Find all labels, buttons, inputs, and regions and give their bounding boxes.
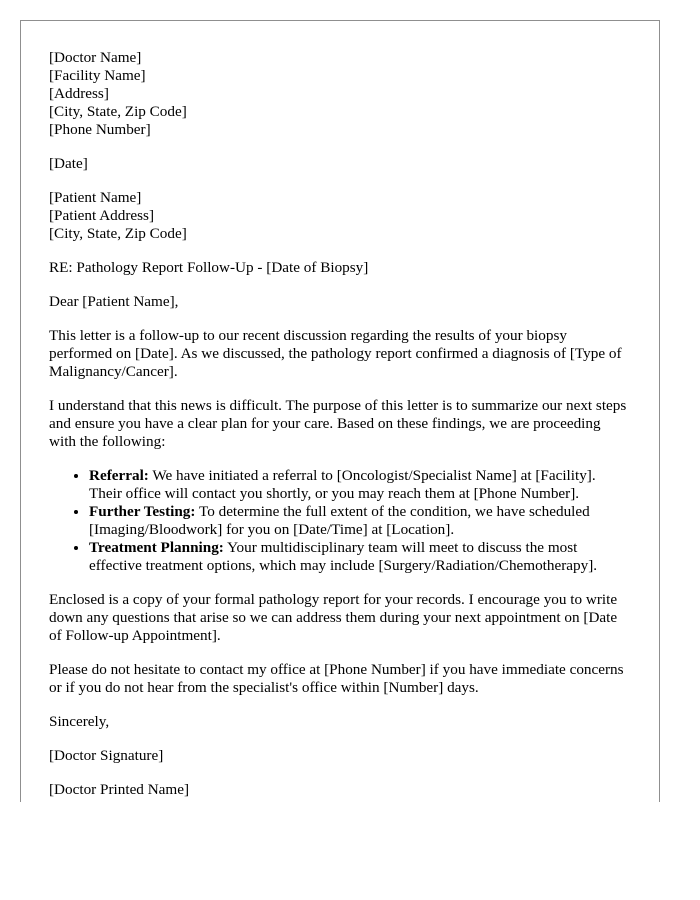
step-text: Your multidisciplinary team will meet to discuss the most effective treatment options, which may include [Surgery/Radiation/Chemotherapy]. xyxy=(89,539,598,574)
sender-address-block xyxy=(49,49,629,139)
sender-facility-name: [Facility Name] xyxy=(49,67,146,84)
doctor-signature: [Doctor Signature] xyxy=(49,747,164,764)
letter-page xyxy=(20,20,660,802)
purpose-paragraph: I understand that this news is difficult. The purpose of this letter is to summarize our next steps and ensure you have a clear plan for your care. Based on these findings, we are proceeding with the following: xyxy=(49,397,627,450)
recipient-patient-name: [Patient Name] xyxy=(49,189,142,206)
enclosed-paragraph: Enclosed is a copy of your formal pathology report for your records. I encourage you to write down any questions that arise so we can address them during your next appointment on [Date of Follow-up Appointment]. xyxy=(49,591,618,644)
closing: Sincerely, xyxy=(49,713,110,730)
intro-paragraph: This letter is a follow-up to our recent discussion regarding the results of your biopsy performed on [Date]. As we discussed, the pathology report confirmed a diagnosis of [Type of Malignancy/Cancer]. xyxy=(49,327,622,380)
doctor-printed-name: [Doctor Printed Name] xyxy=(49,781,190,798)
subject-line: RE: Pathology Report Follow-Up - [Date of Biopsy] xyxy=(49,259,369,276)
salutation: Dear [Patient Name], xyxy=(49,293,179,310)
step-label: Treatment Planning: xyxy=(89,539,224,556)
step-label: Referral: xyxy=(89,467,149,484)
recipient-address-block xyxy=(49,189,629,243)
letter-date: [Date] xyxy=(49,155,88,172)
step-label: Further Testing: xyxy=(89,503,196,520)
sender-address: [Address] xyxy=(49,85,109,102)
sender-doctor-name: [Doctor Name] xyxy=(49,49,142,66)
list-item-treatment-planning xyxy=(89,539,629,575)
step-text: We have initiated a referral to [Oncologist/Specialist Name] at [Facility]. Their office will contact you shortly, or you may reach them at [Phone Number]. xyxy=(89,467,596,502)
contact-paragraph: Please do not hesitate to contact my office at [Phone Number] if you have immediate concerns or if you do not hear from the specialist's office within [Number] days. xyxy=(49,661,624,696)
list-item-referral xyxy=(89,467,629,503)
list-item-further-testing xyxy=(89,503,629,539)
recipient-patient-address: [Patient Address] xyxy=(49,207,155,224)
next-steps-list xyxy=(49,467,629,575)
sender-phone: [Phone Number] xyxy=(49,121,151,138)
sender-city-state-zip: [City, State, Zip Code] xyxy=(49,103,187,120)
letter-body xyxy=(49,49,629,802)
step-text: To determine the full extent of the condition, we have scheduled [Imaging/Bloodwork] for you on [Date/Time] at [Location]. xyxy=(89,503,590,538)
recipient-city-state-zip: [City, State, Zip Code] xyxy=(49,225,187,242)
